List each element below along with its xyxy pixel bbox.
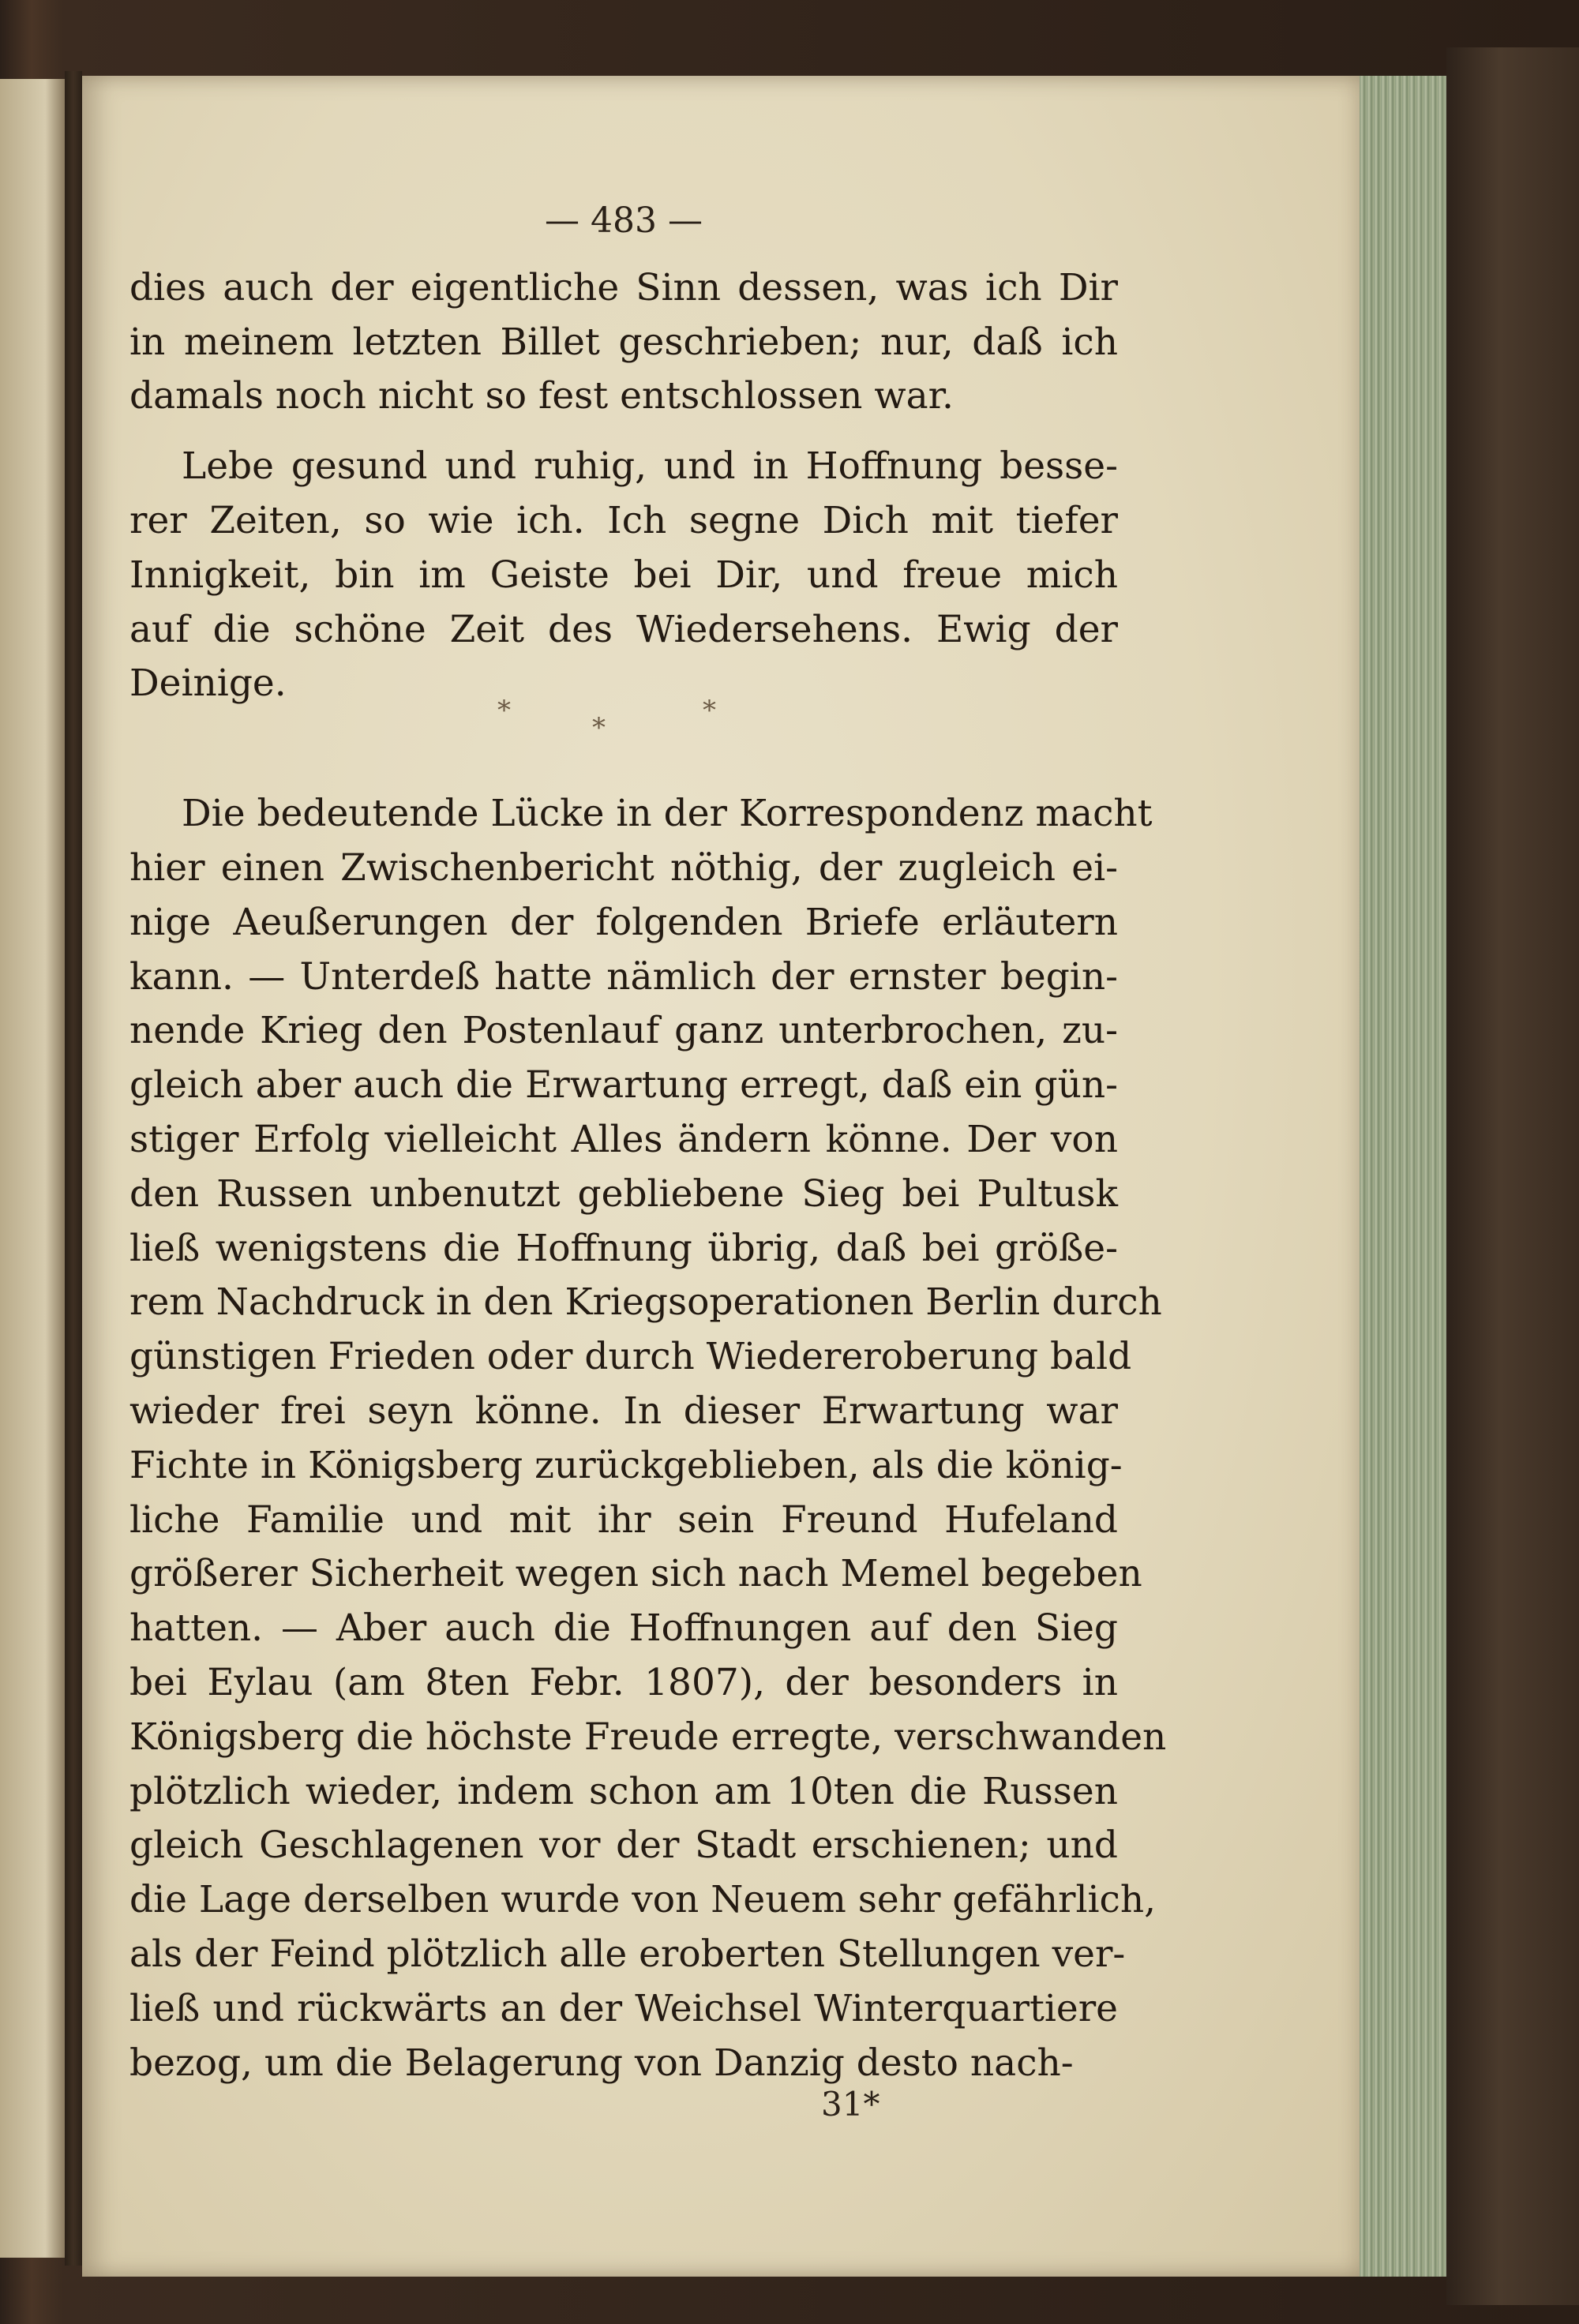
text-line: als der Feind plötzlich alle eroberten Stellungen ver- <box>129 1932 1126 1976</box>
text-line: damals noch nicht so fest entschlossen war. <box>129 374 954 418</box>
separator-star: * <box>703 695 716 726</box>
text-line: nige Aeußerungen der folgenden Briefe erläutern <box>129 900 1118 944</box>
text-line: rem Nachdruck in den Kriegsoperationen Berlin durch <box>129 1280 1162 1325</box>
text-line: dies auch der eigentliche Sinn dessen, was ich Dir <box>129 265 1118 309</box>
text-line: nende Krieg den Postenlauf ganz unterbrochen, zu- <box>129 1009 1118 1053</box>
text-line: Innigkeit, bin im Geiste bei Dir, und freue mich <box>129 553 1118 597</box>
text-line: Fichte in Königsberg zurückgeblieben, als die könig- <box>129 1443 1123 1487</box>
text-line: in meinem letzten Billet geschrieben; nur, daß ich <box>129 320 1118 364</box>
text-line: den Russen unbenutzt gebliebene Sieg bei Pultusk <box>129 1171 1118 1216</box>
text-line: Deinige. <box>129 662 287 706</box>
text-line: hatten. — Aber auch die Hoffnungen auf den Sieg <box>129 1606 1118 1651</box>
text-line: plötzlich wieder, indem schon am 10ten die Russen <box>129 1769 1118 1813</box>
separator-star: * <box>497 695 511 726</box>
text-line: wieder frei seyn könne. In dieser Erwartung war <box>129 1389 1118 1433</box>
text-line: auf die schöne Zeit des Wiedersehens. Ewig der <box>129 607 1118 651</box>
text-line: größerer Sicherheit wegen sich nach Memel begeben <box>129 1552 1142 1596</box>
text-line: Die bedeutende Lücke in der Korrespondenz macht <box>182 792 1153 836</box>
text-line: bei Eylau (am 8ten Febr. 1807), der besonders in <box>129 1661 1118 1704</box>
text-line: hier einen Zwischenbericht nöthig, der zugleich ei- <box>129 846 1118 890</box>
text-line: ließ und rückwärts an der Weichsel Winterquartiere <box>129 1986 1118 2030</box>
book-cover-edge <box>1446 47 1579 2305</box>
separator-star: * <box>592 712 606 744</box>
left-page-edge <box>0 79 65 2258</box>
text-line: rer Zeiten, so wie ich. Ich segne Dich mit tiefer <box>129 499 1118 542</box>
text-line: die Lage derselben wurde von Neuem sehr gefährlich, <box>129 1878 1157 1922</box>
text-line: ließ wenigstens die Hoffnung übrig, daß bei größe- <box>129 1226 1118 1270</box>
signature-mark: 31* <box>821 2085 880 2123</box>
text-line: kann. — Unterdeß hatte nämlich der ernster begin- <box>129 954 1118 999</box>
book-gutter <box>65 71 82 2266</box>
text-line: liche Familie und mit ihr sein Freund Hufeland <box>129 1497 1118 1542</box>
text-line: gleich aber auch die Erwartung erregt, daß ein gün- <box>129 1063 1118 1108</box>
text-line: Lebe gesund und ruhig, und in Hoffnung besse- <box>182 444 1118 489</box>
text-line: bezog, um die Belagerung von Danzig desto nach- <box>129 2041 1074 2085</box>
text-line: stiger Erfolg vielleicht Alles ändern könne. Der von <box>129 1118 1118 1161</box>
page-number-header: — 483 — <box>545 201 703 241</box>
text-line: günstigen Frieden oder durch Wiedereroberung bald <box>129 1335 1132 1379</box>
text-line: gleich Geschlagenen vor der Stadt erschienen; und <box>129 1824 1118 1868</box>
page-block-edges <box>1360 76 1446 2277</box>
section-separator <box>474 695 758 742</box>
text-line: Königsberg die höchste Freude erregte, verschwanden <box>129 1715 1167 1759</box>
